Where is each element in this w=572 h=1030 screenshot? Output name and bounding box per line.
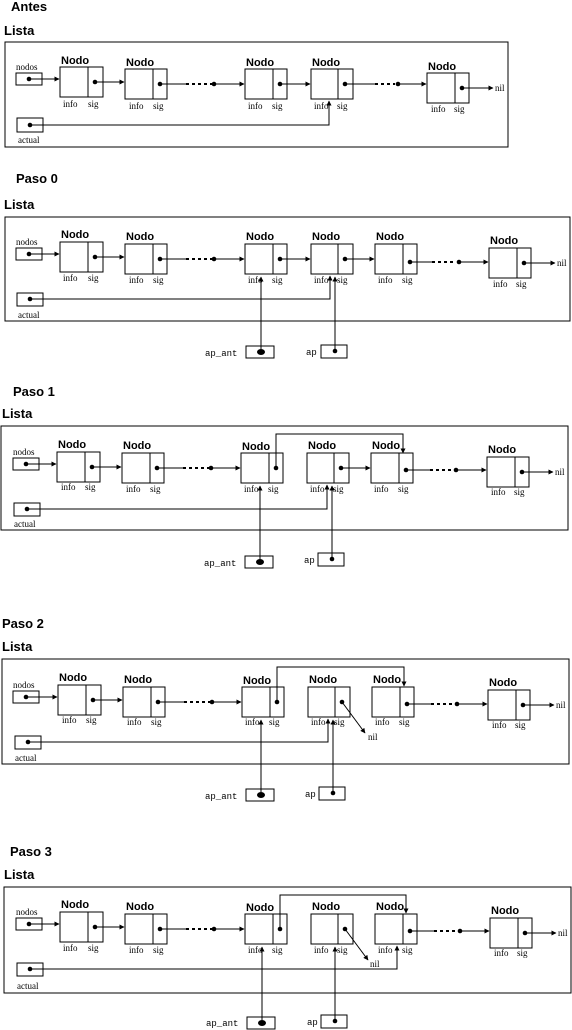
sig-label: sig <box>153 275 164 285</box>
info-label: info <box>375 717 390 727</box>
ap-label: ap <box>306 348 317 358</box>
lista-label: Lista <box>2 406 33 421</box>
panel-antes <box>4 0 508 147</box>
info-label: info <box>127 717 142 727</box>
info-label: info <box>311 717 326 727</box>
panel-paso-2 <box>2 616 569 802</box>
nodo-label: Nodo <box>308 440 337 452</box>
info-label: info <box>248 945 263 955</box>
sig-label: sig <box>337 101 348 111</box>
nodos-label: nodos <box>16 62 38 72</box>
info-label: info <box>314 945 329 955</box>
nodo-label: Nodo <box>124 674 153 686</box>
sig-label: sig <box>151 717 162 727</box>
nodo-label: Nodo <box>488 444 517 456</box>
sig-label: sig <box>272 275 283 285</box>
nodo-label: Nodo <box>428 61 457 73</box>
nil-label: nil <box>370 959 380 969</box>
nodo-label: Nodo <box>246 902 275 914</box>
heading-paso-3: Paso 3 <box>10 844 52 859</box>
heading-paso-1: Paso 1 <box>13 384 55 399</box>
sig-label: sig <box>337 275 348 285</box>
actual-label: actual <box>17 981 39 991</box>
nodo-label: Nodo <box>123 440 152 452</box>
info-label: info <box>61 482 76 492</box>
nodo-label: Nodo <box>312 231 341 243</box>
info-label: info <box>63 943 78 953</box>
info-label: info <box>244 484 259 494</box>
ap-label: ap <box>304 556 315 566</box>
lista-label: Lista <box>4 867 35 882</box>
sig-label: sig <box>402 275 413 285</box>
info-label: info <box>374 484 389 494</box>
actual-label: actual <box>14 519 36 529</box>
sig-label: sig <box>517 948 528 958</box>
sig-label: sig <box>153 945 164 955</box>
nodo-label: Nodo <box>376 231 405 243</box>
nodo-label: Nodo <box>246 57 275 69</box>
info-label: info <box>248 275 263 285</box>
panel-paso-0 <box>4 171 570 359</box>
ap-label: ap <box>307 1018 318 1028</box>
nodos-label: nodos <box>13 680 35 690</box>
nodo-label: Nodo <box>312 901 341 913</box>
nodo-label: Nodo <box>59 672 88 684</box>
info-label: info <box>493 279 508 289</box>
nodo-label: Nodo <box>61 55 90 67</box>
ap-ant-label: ap_ant <box>204 559 237 569</box>
info-label: info <box>62 715 77 725</box>
info-label: info <box>126 484 141 494</box>
lista-label: Lista <box>4 23 35 38</box>
actual-label: actual <box>15 753 37 763</box>
sig-label: sig <box>153 101 164 111</box>
sig-label: sig <box>86 715 97 725</box>
nodo-label: Nodo <box>490 235 519 247</box>
sig-label: sig <box>337 945 348 955</box>
nodo-label: Nodo <box>126 901 155 913</box>
nil-label: nil <box>557 258 567 268</box>
info-label: info <box>248 101 263 111</box>
sig-label: sig <box>268 484 279 494</box>
nodo-label: Nodo <box>312 57 341 69</box>
nodo-label: Nodo <box>61 229 90 241</box>
info-label: info <box>245 717 260 727</box>
panel-paso-1 <box>1 384 568 569</box>
nodo-label: Nodo <box>373 674 402 686</box>
nil-label: nil <box>558 928 568 938</box>
nil-label: nil <box>495 83 505 93</box>
node-box <box>375 244 417 274</box>
nodo-label: Nodo <box>242 441 271 453</box>
nodo-label: Nodo <box>491 905 520 917</box>
nodo-label: Nodo <box>58 439 87 451</box>
nil-label: nil <box>368 732 378 742</box>
info-label: info <box>63 99 78 109</box>
nodos-label: nodos <box>16 907 38 917</box>
nodo-label: Nodo <box>246 231 275 243</box>
lista-label: Lista <box>2 639 33 654</box>
nodos-label: nodos <box>16 237 38 247</box>
info-label: info <box>431 104 446 114</box>
nodo-label: Nodo <box>61 899 90 911</box>
actual-label: actual <box>18 310 40 320</box>
nil-label: nil <box>555 467 565 477</box>
nodo-label: Nodo <box>126 57 155 69</box>
ap-label: ap <box>305 790 316 800</box>
info-label: info <box>314 275 329 285</box>
nodos-label: nodos <box>13 447 35 457</box>
info-label: info <box>494 948 509 958</box>
sig-label: sig <box>88 943 99 953</box>
nodo-label: Nodo <box>243 675 272 687</box>
sig-label: sig <box>516 279 527 289</box>
heading-paso-2: Paso 2 <box>2 616 44 631</box>
sig-label: sig <box>454 104 465 114</box>
sig-label: sig <box>269 717 280 727</box>
info-label: info <box>378 275 393 285</box>
info-label: info <box>63 273 78 283</box>
sig-label: sig <box>399 717 410 727</box>
nodo-label: Nodo <box>126 231 155 243</box>
sig-label: sig <box>88 99 99 109</box>
heading-antes: Antes <box>11 0 48 14</box>
sig-label: sig <box>514 487 525 497</box>
sig-label: sig <box>150 484 161 494</box>
ap-ant-label: ap_ant <box>206 1019 239 1029</box>
nodo-label: Nodo <box>376 901 405 913</box>
info-label: info <box>129 275 144 285</box>
ap-ant-label: ap_ant <box>205 792 238 802</box>
sig-label: sig <box>88 273 99 283</box>
heading-paso-0: Paso 0 <box>16 171 58 186</box>
actual-label: actual <box>18 135 40 145</box>
sig-label: sig <box>333 484 344 494</box>
info-label: info <box>314 101 329 111</box>
info-label: info <box>491 487 506 497</box>
info-label: info <box>492 720 507 730</box>
panel-paso-3 <box>4 844 571 1029</box>
info-label: info <box>129 101 144 111</box>
lista-label: Lista <box>4 197 35 212</box>
nodo-label: Nodo <box>489 677 518 689</box>
sig-label: sig <box>272 945 283 955</box>
sig-label: sig <box>85 482 96 492</box>
nil-label: nil <box>556 700 566 710</box>
info-label: info <box>129 945 144 955</box>
ap-ant-label: ap_ant <box>205 349 238 359</box>
info-label: info <box>310 484 325 494</box>
nodo-label: Nodo <box>372 440 401 452</box>
sig-label: sig <box>402 945 413 955</box>
sig-label: sig <box>272 101 283 111</box>
sig-label: sig <box>515 720 526 730</box>
sig-label: sig <box>334 717 345 727</box>
nodo-label: Nodo <box>309 674 338 686</box>
info-label: info <box>378 945 393 955</box>
sig-label: sig <box>398 484 409 494</box>
